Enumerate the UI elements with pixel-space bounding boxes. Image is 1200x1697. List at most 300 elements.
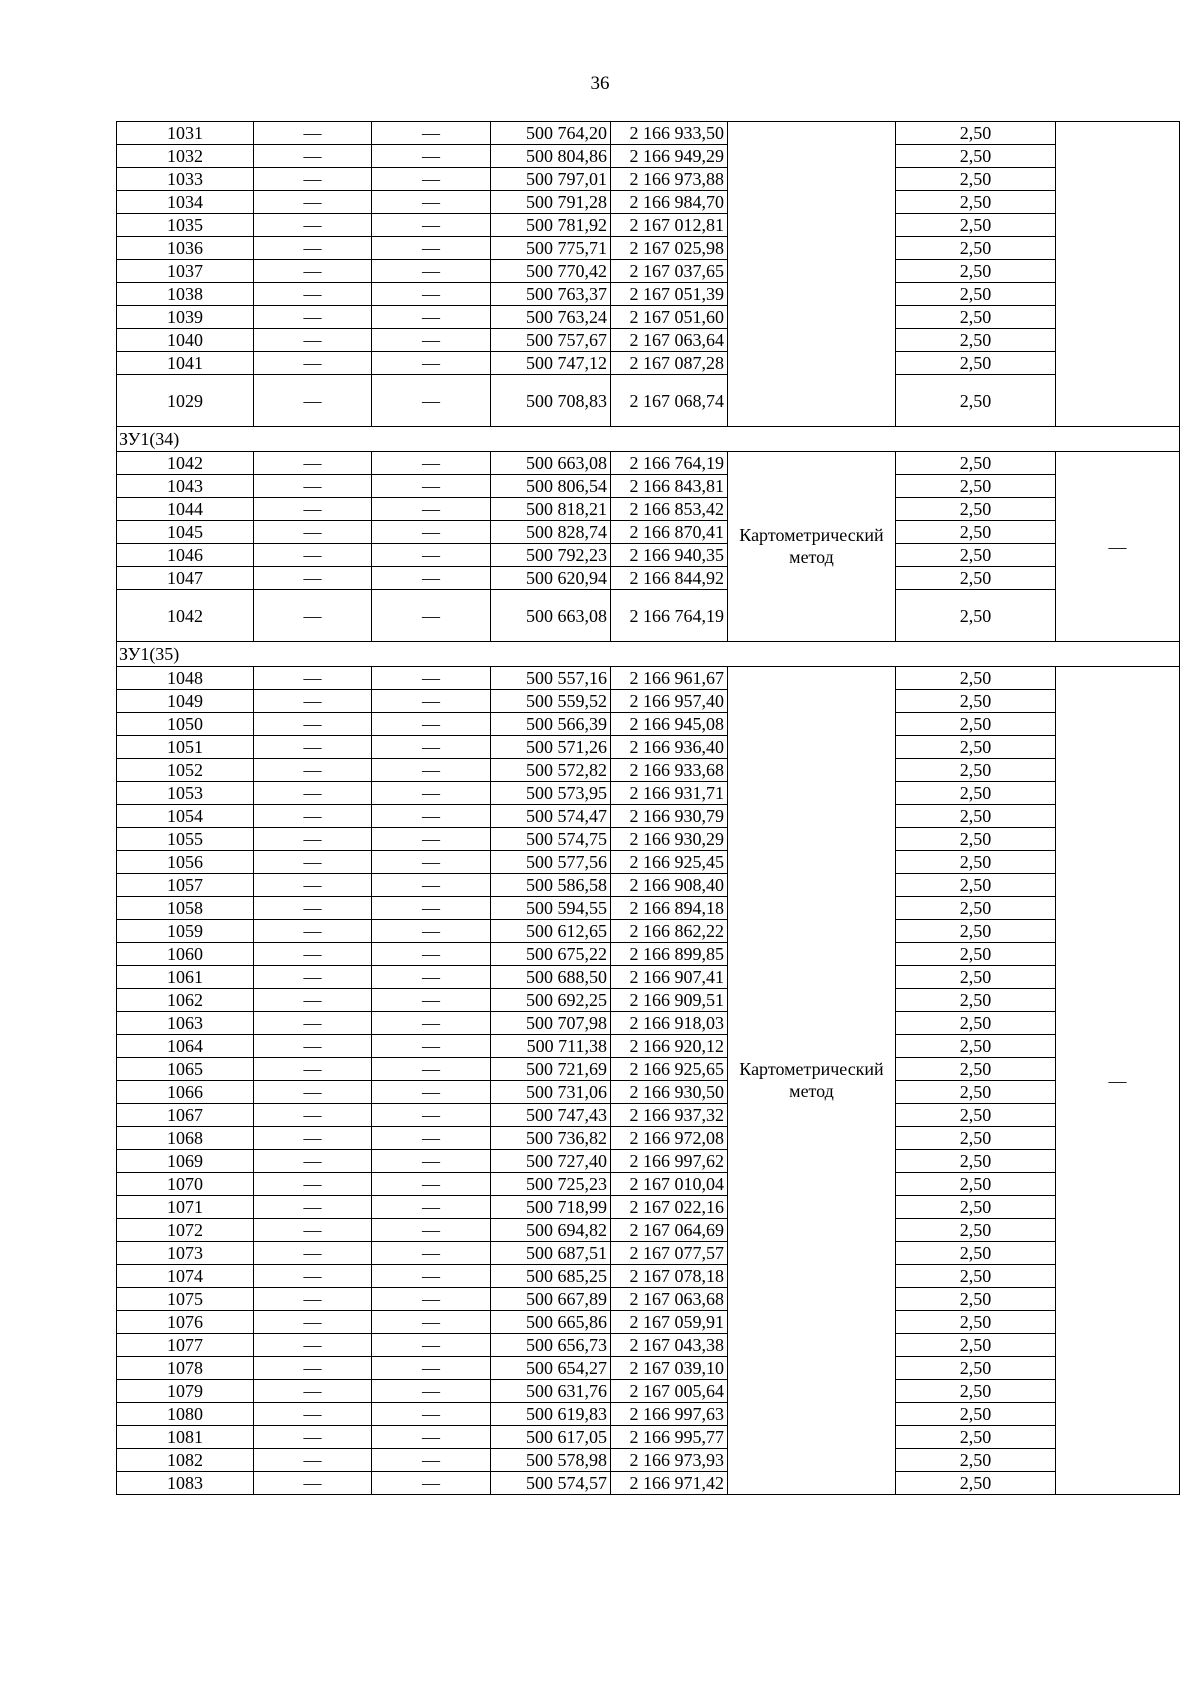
old-x-cell: — xyxy=(254,1472,372,1495)
y-coordinate: 2 166 925,65 xyxy=(611,1058,728,1081)
old-x-cell: — xyxy=(254,1035,372,1058)
old-x-cell: — xyxy=(254,851,372,874)
x-coordinate: 500 763,24 xyxy=(491,306,611,329)
old-x-cell: — xyxy=(254,1311,372,1334)
old-x-cell: — xyxy=(254,168,372,191)
accuracy-value: 2,50 xyxy=(896,1104,1056,1127)
old-x-cell: — xyxy=(254,145,372,168)
x-coordinate: 500 663,08 xyxy=(491,590,611,642)
accuracy-value: 2,50 xyxy=(896,1380,1056,1403)
y-coordinate: 2 166 957,40 xyxy=(611,690,728,713)
table-row xyxy=(117,1242,1180,1265)
old-y-cell: — xyxy=(372,352,491,375)
old-x-cell: — xyxy=(254,1357,372,1380)
x-coordinate: 500 718,99 xyxy=(491,1196,611,1219)
y-coordinate: 2 166 937,32 xyxy=(611,1104,728,1127)
old-y-cell: — xyxy=(372,452,491,475)
old-y-cell: — xyxy=(372,214,491,237)
description-cell: — xyxy=(1056,452,1180,642)
table-row xyxy=(117,352,1180,375)
old-x-cell: — xyxy=(254,214,372,237)
y-coordinate: 2 167 051,39 xyxy=(611,283,728,306)
y-coordinate: 2 166 930,79 xyxy=(611,805,728,828)
old-y-cell: — xyxy=(372,191,491,214)
old-x-cell: — xyxy=(254,1288,372,1311)
y-coordinate: 2 166 995,77 xyxy=(611,1426,728,1449)
table-row xyxy=(117,145,1180,168)
old-y-cell: — xyxy=(372,1311,491,1334)
accuracy-value: 2,50 xyxy=(896,329,1056,352)
description-cell: — xyxy=(1056,667,1180,1495)
old-x-cell: — xyxy=(254,1104,372,1127)
y-coordinate: 2 166 973,88 xyxy=(611,168,728,191)
table-row xyxy=(117,544,1180,567)
y-coordinate: 2 167 063,68 xyxy=(611,1288,728,1311)
x-coordinate: 500 736,82 xyxy=(491,1127,611,1150)
old-x-cell: — xyxy=(254,828,372,851)
accuracy-value: 2,50 xyxy=(896,1196,1056,1219)
section-header-row xyxy=(117,427,1180,452)
x-coordinate: 500 694,82 xyxy=(491,1219,611,1242)
old-y-cell: — xyxy=(372,590,491,642)
y-coordinate: 2 166 907,41 xyxy=(611,966,728,989)
table-row xyxy=(117,1173,1180,1196)
table-row xyxy=(117,498,1180,521)
accuracy-value: 2,50 xyxy=(896,690,1056,713)
old-y-cell: — xyxy=(372,989,491,1012)
y-coordinate: 2 167 022,16 xyxy=(611,1196,728,1219)
x-coordinate: 500 791,28 xyxy=(491,191,611,214)
accuracy-value: 2,50 xyxy=(896,237,1056,260)
old-y-cell: — xyxy=(372,1472,491,1495)
old-x-cell: — xyxy=(254,1265,372,1288)
old-x-cell: — xyxy=(254,306,372,329)
x-coordinate: 500 828,74 xyxy=(491,521,611,544)
section-header-row xyxy=(117,642,1180,667)
old-x-cell: — xyxy=(254,498,372,521)
x-coordinate: 500 708,83 xyxy=(491,375,611,427)
y-coordinate: 2 166 971,42 xyxy=(611,1472,728,1495)
old-x-cell: — xyxy=(254,805,372,828)
point-number: 1043 xyxy=(117,475,254,498)
accuracy-value: 2,50 xyxy=(896,214,1056,237)
old-x-cell: — xyxy=(254,1403,372,1426)
accuracy-value: 2,50 xyxy=(896,122,1056,145)
old-x-cell: — xyxy=(254,989,372,1012)
point-number: 1057 xyxy=(117,874,254,897)
point-number: 1040 xyxy=(117,329,254,352)
y-coordinate: 2 167 077,57 xyxy=(611,1242,728,1265)
point-number: 1075 xyxy=(117,1288,254,1311)
point-number: 1069 xyxy=(117,1150,254,1173)
description-cell xyxy=(1056,122,1180,427)
accuracy-value: 2,50 xyxy=(896,759,1056,782)
old-y-cell: — xyxy=(372,1196,491,1219)
x-coordinate: 500 747,12 xyxy=(491,352,611,375)
y-coordinate: 2 166 930,29 xyxy=(611,828,728,851)
table-row xyxy=(117,1035,1180,1058)
accuracy-value: 2,50 xyxy=(896,168,1056,191)
old-y-cell: — xyxy=(372,920,491,943)
old-x-cell: — xyxy=(254,1012,372,1035)
x-coordinate: 500 566,39 xyxy=(491,713,611,736)
accuracy-value: 2,50 xyxy=(896,306,1056,329)
old-y-cell: — xyxy=(372,122,491,145)
old-x-cell: — xyxy=(254,897,372,920)
x-coordinate: 500 667,89 xyxy=(491,1288,611,1311)
point-number: 1080 xyxy=(117,1403,254,1426)
point-number: 1054 xyxy=(117,805,254,828)
x-coordinate: 500 578,98 xyxy=(491,1449,611,1472)
y-coordinate: 2 166 936,40 xyxy=(611,736,728,759)
accuracy-value: 2,50 xyxy=(896,544,1056,567)
section-title: ЗУ1(35) xyxy=(117,642,1180,667)
table-row xyxy=(117,943,1180,966)
point-number: 1059 xyxy=(117,920,254,943)
accuracy-value: 2,50 xyxy=(896,1334,1056,1357)
accuracy-value: 2,50 xyxy=(896,352,1056,375)
method-cell: Картометрический метод xyxy=(728,667,896,1495)
old-y-cell: — xyxy=(372,1150,491,1173)
accuracy-value: 2,50 xyxy=(896,260,1056,283)
table-row xyxy=(117,1449,1180,1472)
accuracy-value: 2,50 xyxy=(896,782,1056,805)
point-number: 1067 xyxy=(117,1104,254,1127)
table-row xyxy=(117,329,1180,352)
accuracy-value: 2,50 xyxy=(896,1219,1056,1242)
x-coordinate: 500 747,43 xyxy=(491,1104,611,1127)
point-number: 1031 xyxy=(117,122,254,145)
old-y-cell: — xyxy=(372,1380,491,1403)
old-x-cell: — xyxy=(254,943,372,966)
x-coordinate: 500 763,37 xyxy=(491,283,611,306)
table-row xyxy=(117,1265,1180,1288)
table-row xyxy=(117,713,1180,736)
y-coordinate: 2 166 909,51 xyxy=(611,989,728,1012)
point-number: 1082 xyxy=(117,1449,254,1472)
old-y-cell: — xyxy=(372,1403,491,1426)
y-coordinate: 2 166 925,45 xyxy=(611,851,728,874)
accuracy-value: 2,50 xyxy=(896,713,1056,736)
old-x-cell: — xyxy=(254,874,372,897)
old-y-cell: — xyxy=(372,805,491,828)
x-coordinate: 500 559,52 xyxy=(491,690,611,713)
coordinates-table xyxy=(116,121,1180,1495)
point-number: 1061 xyxy=(117,966,254,989)
accuracy-value: 2,50 xyxy=(896,590,1056,642)
page-number: 36 xyxy=(590,73,610,94)
old-x-cell: — xyxy=(254,122,372,145)
x-coordinate: 500 792,23 xyxy=(491,544,611,567)
x-coordinate: 500 797,01 xyxy=(491,168,611,191)
y-coordinate: 2 166 853,42 xyxy=(611,498,728,521)
old-x-cell: — xyxy=(254,1081,372,1104)
point-number: 1065 xyxy=(117,1058,254,1081)
point-number: 1051 xyxy=(117,736,254,759)
table-row xyxy=(117,1403,1180,1426)
point-number: 1041 xyxy=(117,352,254,375)
point-number: 1060 xyxy=(117,943,254,966)
point-number: 1029 xyxy=(117,375,254,427)
table-row xyxy=(117,1104,1180,1127)
x-coordinate: 500 721,69 xyxy=(491,1058,611,1081)
old-x-cell: — xyxy=(254,237,372,260)
table-row xyxy=(117,168,1180,191)
x-coordinate: 500 731,06 xyxy=(491,1081,611,1104)
old-x-cell: — xyxy=(254,352,372,375)
old-x-cell: — xyxy=(254,759,372,782)
point-number: 1032 xyxy=(117,145,254,168)
x-coordinate: 500 764,20 xyxy=(491,122,611,145)
old-y-cell: — xyxy=(372,1357,491,1380)
y-coordinate: 2 166 764,19 xyxy=(611,452,728,475)
old-y-cell: — xyxy=(372,943,491,966)
accuracy-value: 2,50 xyxy=(896,851,1056,874)
table-row xyxy=(117,805,1180,828)
x-coordinate: 500 775,71 xyxy=(491,237,611,260)
x-coordinate: 500 619,83 xyxy=(491,1403,611,1426)
table-row xyxy=(117,1357,1180,1380)
x-coordinate: 500 586,58 xyxy=(491,874,611,897)
x-coordinate: 500 818,21 xyxy=(491,498,611,521)
old-y-cell: — xyxy=(372,897,491,920)
y-coordinate: 2 167 068,74 xyxy=(611,375,728,427)
accuracy-value: 2,50 xyxy=(896,1357,1056,1380)
old-x-cell: — xyxy=(254,1219,372,1242)
accuracy-value: 2,50 xyxy=(896,1265,1056,1288)
point-number: 1047 xyxy=(117,567,254,590)
old-x-cell: — xyxy=(254,521,372,544)
old-y-cell: — xyxy=(372,544,491,567)
old-y-cell: — xyxy=(372,1081,491,1104)
accuracy-value: 2,50 xyxy=(896,1403,1056,1426)
y-coordinate: 2 166 984,70 xyxy=(611,191,728,214)
accuracy-value: 2,50 xyxy=(896,805,1056,828)
old-y-cell: — xyxy=(372,1334,491,1357)
x-coordinate: 500 654,27 xyxy=(491,1357,611,1380)
point-number: 1038 xyxy=(117,283,254,306)
point-number: 1053 xyxy=(117,782,254,805)
y-coordinate: 2 166 961,67 xyxy=(611,667,728,690)
table-row xyxy=(117,1012,1180,1035)
point-number: 1079 xyxy=(117,1380,254,1403)
y-coordinate: 2 166 973,93 xyxy=(611,1449,728,1472)
old-x-cell: — xyxy=(254,475,372,498)
y-coordinate: 2 166 918,03 xyxy=(611,1012,728,1035)
table-row xyxy=(117,375,1180,427)
x-coordinate: 500 725,23 xyxy=(491,1173,611,1196)
point-number: 1044 xyxy=(117,498,254,521)
y-coordinate: 2 167 039,10 xyxy=(611,1357,728,1380)
old-y-cell: — xyxy=(372,283,491,306)
old-y-cell: — xyxy=(372,1127,491,1150)
old-x-cell: — xyxy=(254,544,372,567)
point-number: 1070 xyxy=(117,1173,254,1196)
table-row xyxy=(117,452,1180,475)
old-x-cell: — xyxy=(254,567,372,590)
x-coordinate: 500 675,22 xyxy=(491,943,611,966)
y-coordinate: 2 166 997,62 xyxy=(611,1150,728,1173)
table-row xyxy=(117,1334,1180,1357)
old-x-cell: — xyxy=(254,690,372,713)
old-y-cell: — xyxy=(372,1449,491,1472)
old-x-cell: — xyxy=(254,1127,372,1150)
point-number: 1045 xyxy=(117,521,254,544)
accuracy-value: 2,50 xyxy=(896,521,1056,544)
x-coordinate: 500 557,16 xyxy=(491,667,611,690)
accuracy-value: 2,50 xyxy=(896,1426,1056,1449)
x-coordinate: 500 571,26 xyxy=(491,736,611,759)
old-y-cell: — xyxy=(372,475,491,498)
table-row xyxy=(117,966,1180,989)
y-coordinate: 2 166 862,22 xyxy=(611,920,728,943)
table-row xyxy=(117,214,1180,237)
x-coordinate: 500 707,98 xyxy=(491,1012,611,1035)
x-coordinate: 500 656,73 xyxy=(491,1334,611,1357)
x-coordinate: 500 781,92 xyxy=(491,214,611,237)
old-y-cell: — xyxy=(372,498,491,521)
point-number: 1056 xyxy=(117,851,254,874)
table-row xyxy=(117,1472,1180,1495)
old-y-cell: — xyxy=(372,759,491,782)
y-coordinate: 2 166 908,40 xyxy=(611,874,728,897)
y-coordinate: 2 166 949,29 xyxy=(611,145,728,168)
old-y-cell: — xyxy=(372,1058,491,1081)
old-x-cell: — xyxy=(254,1150,372,1173)
point-number: 1066 xyxy=(117,1081,254,1104)
old-y-cell: — xyxy=(372,521,491,544)
accuracy-value: 2,50 xyxy=(896,1081,1056,1104)
y-coordinate: 2 167 059,91 xyxy=(611,1311,728,1334)
accuracy-value: 2,50 xyxy=(896,1242,1056,1265)
y-coordinate: 2 166 940,35 xyxy=(611,544,728,567)
table-row xyxy=(117,690,1180,713)
accuracy-value: 2,50 xyxy=(896,1472,1056,1495)
x-coordinate: 500 663,08 xyxy=(491,452,611,475)
old-x-cell: — xyxy=(254,1173,372,1196)
accuracy-value: 2,50 xyxy=(896,1173,1056,1196)
old-x-cell: — xyxy=(254,1058,372,1081)
table-row xyxy=(117,920,1180,943)
accuracy-value: 2,50 xyxy=(896,567,1056,590)
accuracy-value: 2,50 xyxy=(896,1449,1056,1472)
table-row xyxy=(117,736,1180,759)
table-row xyxy=(117,475,1180,498)
point-number: 1039 xyxy=(117,306,254,329)
x-coordinate: 500 612,65 xyxy=(491,920,611,943)
method-cell xyxy=(728,122,896,427)
x-coordinate: 500 727,40 xyxy=(491,1150,611,1173)
old-x-cell: — xyxy=(254,260,372,283)
y-coordinate: 2 167 010,04 xyxy=(611,1173,728,1196)
x-coordinate: 500 665,86 xyxy=(491,1311,611,1334)
table-row xyxy=(117,1219,1180,1242)
y-coordinate: 2 167 037,65 xyxy=(611,260,728,283)
point-number: 1058 xyxy=(117,897,254,920)
x-coordinate: 500 804,86 xyxy=(491,145,611,168)
point-number: 1062 xyxy=(117,989,254,1012)
y-coordinate: 2 166 894,18 xyxy=(611,897,728,920)
old-y-cell: — xyxy=(372,329,491,352)
old-x-cell: — xyxy=(254,1242,372,1265)
y-coordinate: 2 166 844,92 xyxy=(611,567,728,590)
point-number: 1049 xyxy=(117,690,254,713)
y-coordinate: 2 167 078,18 xyxy=(611,1265,728,1288)
table-row xyxy=(117,306,1180,329)
point-number: 1042 xyxy=(117,452,254,475)
table-row xyxy=(117,1288,1180,1311)
point-number: 1072 xyxy=(117,1219,254,1242)
x-coordinate: 500 806,54 xyxy=(491,475,611,498)
y-coordinate: 2 167 064,69 xyxy=(611,1219,728,1242)
old-y-cell: — xyxy=(372,1288,491,1311)
table-row xyxy=(117,1150,1180,1173)
method-cell: Картометрический метод xyxy=(728,452,896,642)
x-coordinate: 500 687,51 xyxy=(491,1242,611,1265)
point-number: 1081 xyxy=(117,1426,254,1449)
x-coordinate: 500 594,55 xyxy=(491,897,611,920)
table-row xyxy=(117,782,1180,805)
old-y-cell: — xyxy=(372,306,491,329)
accuracy-value: 2,50 xyxy=(896,736,1056,759)
old-x-cell: — xyxy=(254,329,372,352)
old-x-cell: — xyxy=(254,590,372,642)
old-y-cell: — xyxy=(372,1426,491,1449)
table-row xyxy=(117,874,1180,897)
point-number: 1076 xyxy=(117,1311,254,1334)
point-number: 1071 xyxy=(117,1196,254,1219)
accuracy-value: 2,50 xyxy=(896,828,1056,851)
old-x-cell: — xyxy=(254,966,372,989)
y-coordinate: 2 167 063,64 xyxy=(611,329,728,352)
table-row xyxy=(117,828,1180,851)
accuracy-value: 2,50 xyxy=(896,191,1056,214)
point-number: 1073 xyxy=(117,1242,254,1265)
x-coordinate: 500 711,38 xyxy=(491,1035,611,1058)
point-number: 1068 xyxy=(117,1127,254,1150)
y-coordinate: 2 166 899,85 xyxy=(611,943,728,966)
accuracy-value: 2,50 xyxy=(896,145,1056,168)
accuracy-value: 2,50 xyxy=(896,989,1056,1012)
x-coordinate: 500 617,05 xyxy=(491,1426,611,1449)
accuracy-value: 2,50 xyxy=(896,1127,1056,1150)
y-coordinate: 2 166 997,63 xyxy=(611,1403,728,1426)
old-y-cell: — xyxy=(372,713,491,736)
y-coordinate: 2 166 930,50 xyxy=(611,1081,728,1104)
table-row xyxy=(117,191,1180,214)
y-coordinate: 2 166 870,41 xyxy=(611,521,728,544)
accuracy-value: 2,50 xyxy=(896,920,1056,943)
accuracy-value: 2,50 xyxy=(896,966,1056,989)
point-number: 1083 xyxy=(117,1472,254,1495)
old-x-cell: — xyxy=(254,920,372,943)
y-coordinate: 2 167 005,64 xyxy=(611,1380,728,1403)
old-y-cell: — xyxy=(372,1035,491,1058)
point-number: 1055 xyxy=(117,828,254,851)
x-coordinate: 500 574,57 xyxy=(491,1472,611,1495)
table-row xyxy=(117,851,1180,874)
table-row xyxy=(117,1380,1180,1403)
table-row xyxy=(117,667,1180,690)
old-y-cell: — xyxy=(372,690,491,713)
accuracy-value: 2,50 xyxy=(896,375,1056,427)
coordinates-table-body xyxy=(117,122,1180,1495)
y-coordinate: 2 166 933,68 xyxy=(611,759,728,782)
point-number: 1035 xyxy=(117,214,254,237)
table-row xyxy=(117,759,1180,782)
old-x-cell: — xyxy=(254,713,372,736)
old-y-cell: — xyxy=(372,567,491,590)
